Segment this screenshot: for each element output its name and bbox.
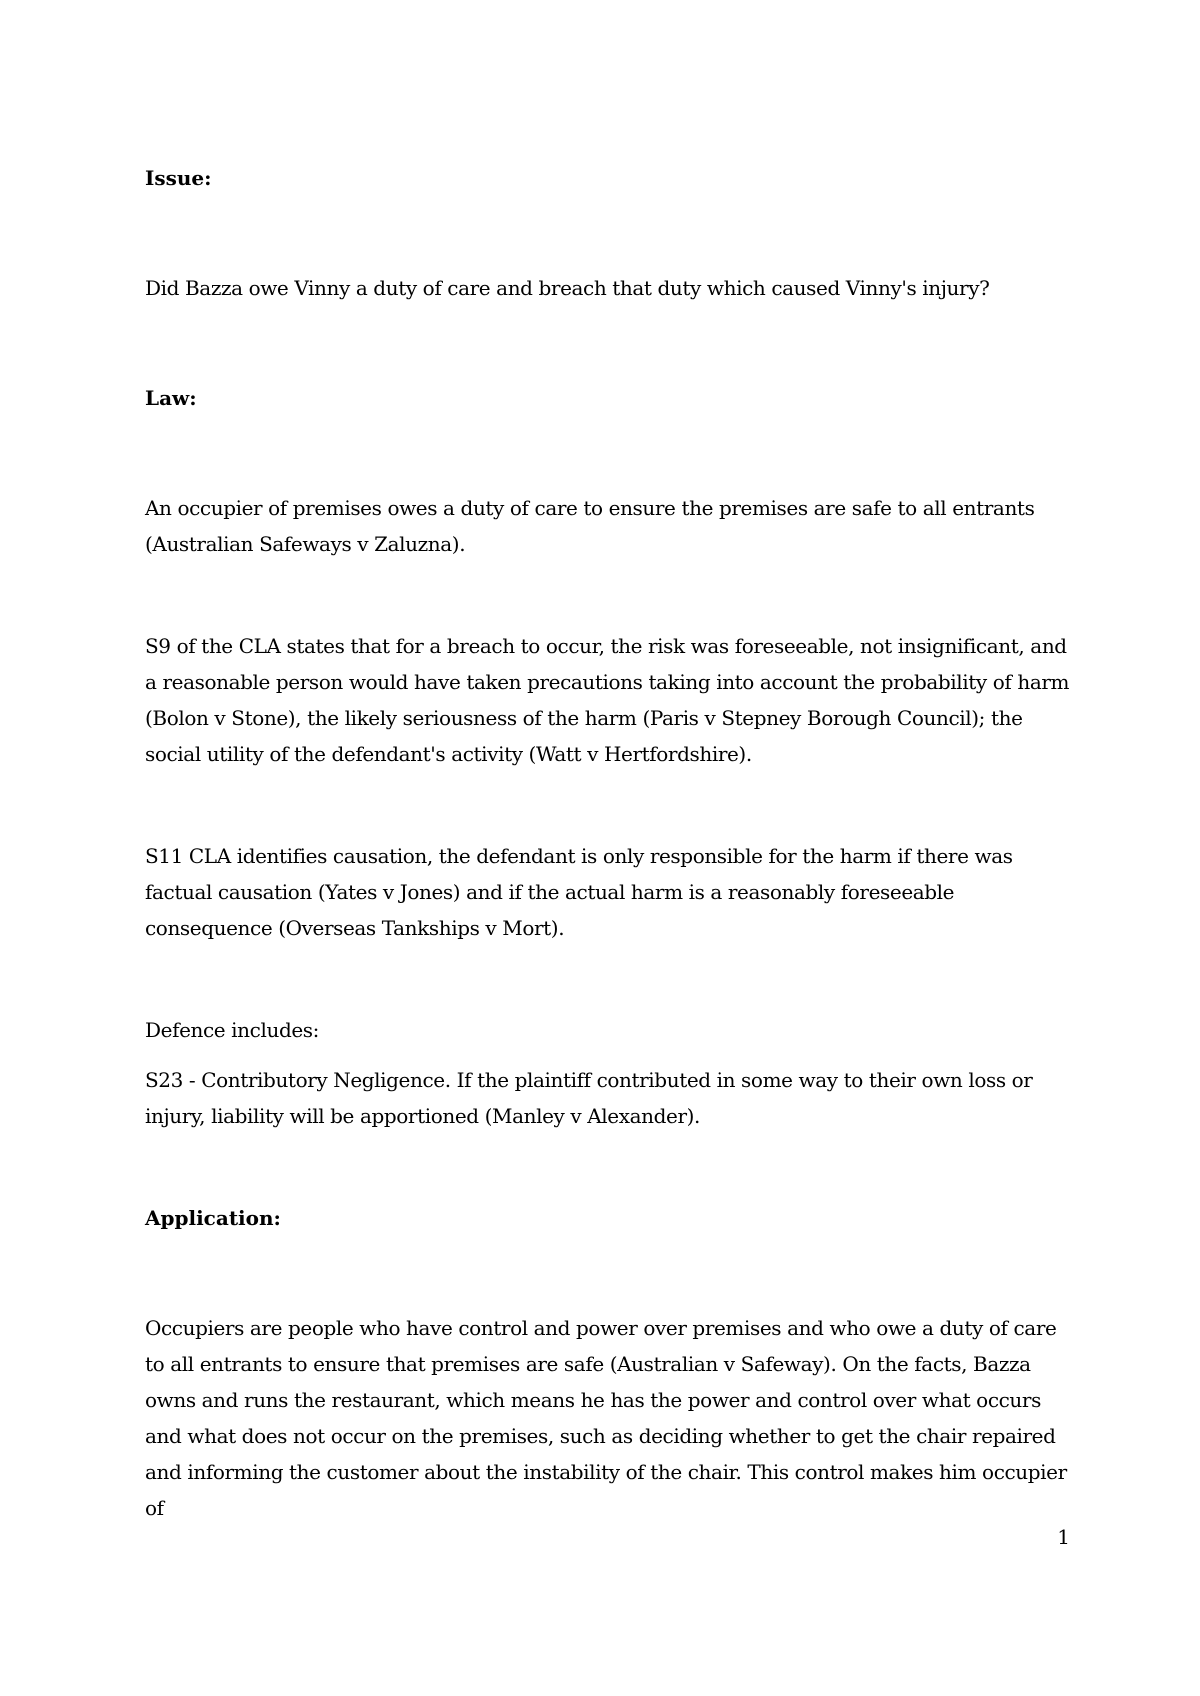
issue-text: Did Bazza owe Vinny a duty of care and breach that duty which caused Vinny's injury?	[145, 276, 990, 300]
spacer	[145, 1134, 1080, 1200]
spacer	[145, 1048, 1080, 1062]
defence-intro: Defence includes:	[145, 1018, 319, 1042]
spacer	[145, 1236, 1080, 1310]
spacer	[145, 196, 1080, 270]
spacer	[145, 416, 1080, 490]
law-heading: Law:	[145, 386, 197, 410]
application-heading: Application:	[145, 1206, 281, 1230]
spacer	[145, 772, 1080, 838]
defence-paragraph: S23 - Contributory Negligence. If the plaintiff contributed in some way to their own loss or injury, liability will be apportioned (Manley v Alexander).	[145, 1068, 1033, 1128]
spacer	[145, 306, 1080, 380]
page-number: 1	[1057, 1525, 1070, 1549]
law-paragraph-causation: S11 CLA identifies causation, the defendant is only responsible for the harm if there was factual causation (Yates v Jones) and if the actual harm is a reasonably foreseeable consequence (Overseas Tankships v Mort).	[145, 844, 1013, 940]
document-body	[145, 160, 1080, 1526]
application-paragraph: Occupiers are people who have control and power over premises and who owe a duty of care to all entrants to ensure that premises are safe (Australian v Safeway). On the facts, Bazza owns and runs the restaurant, which means he has the power and control over what occurs and what does not occur on the premises, such as deciding whether to get the chair repaired and informing the customer about the instability of the chair. This control makes him occupier of	[145, 1316, 1067, 1520]
spacer	[145, 562, 1080, 628]
issue-heading: Issue:	[145, 166, 212, 190]
spacer	[145, 946, 1080, 1012]
law-paragraph-occupier: An occupier of premises owes a duty of care to ensure the premises are safe to all entrants (Australian Safeways v Zaluzna).	[145, 496, 1035, 556]
law-paragraph-breach: S9 of the CLA states that for a breach to occur, the risk was foreseeable, not insignificant, and a reasonable person would have taken precautions taking into account the probability of harm (Bolon v Stone), the likely seriousness of the harm (Paris v Stepney Borough Council); the social utility of the defendant's activity (Watt v Hertfordshire).	[145, 634, 1070, 766]
